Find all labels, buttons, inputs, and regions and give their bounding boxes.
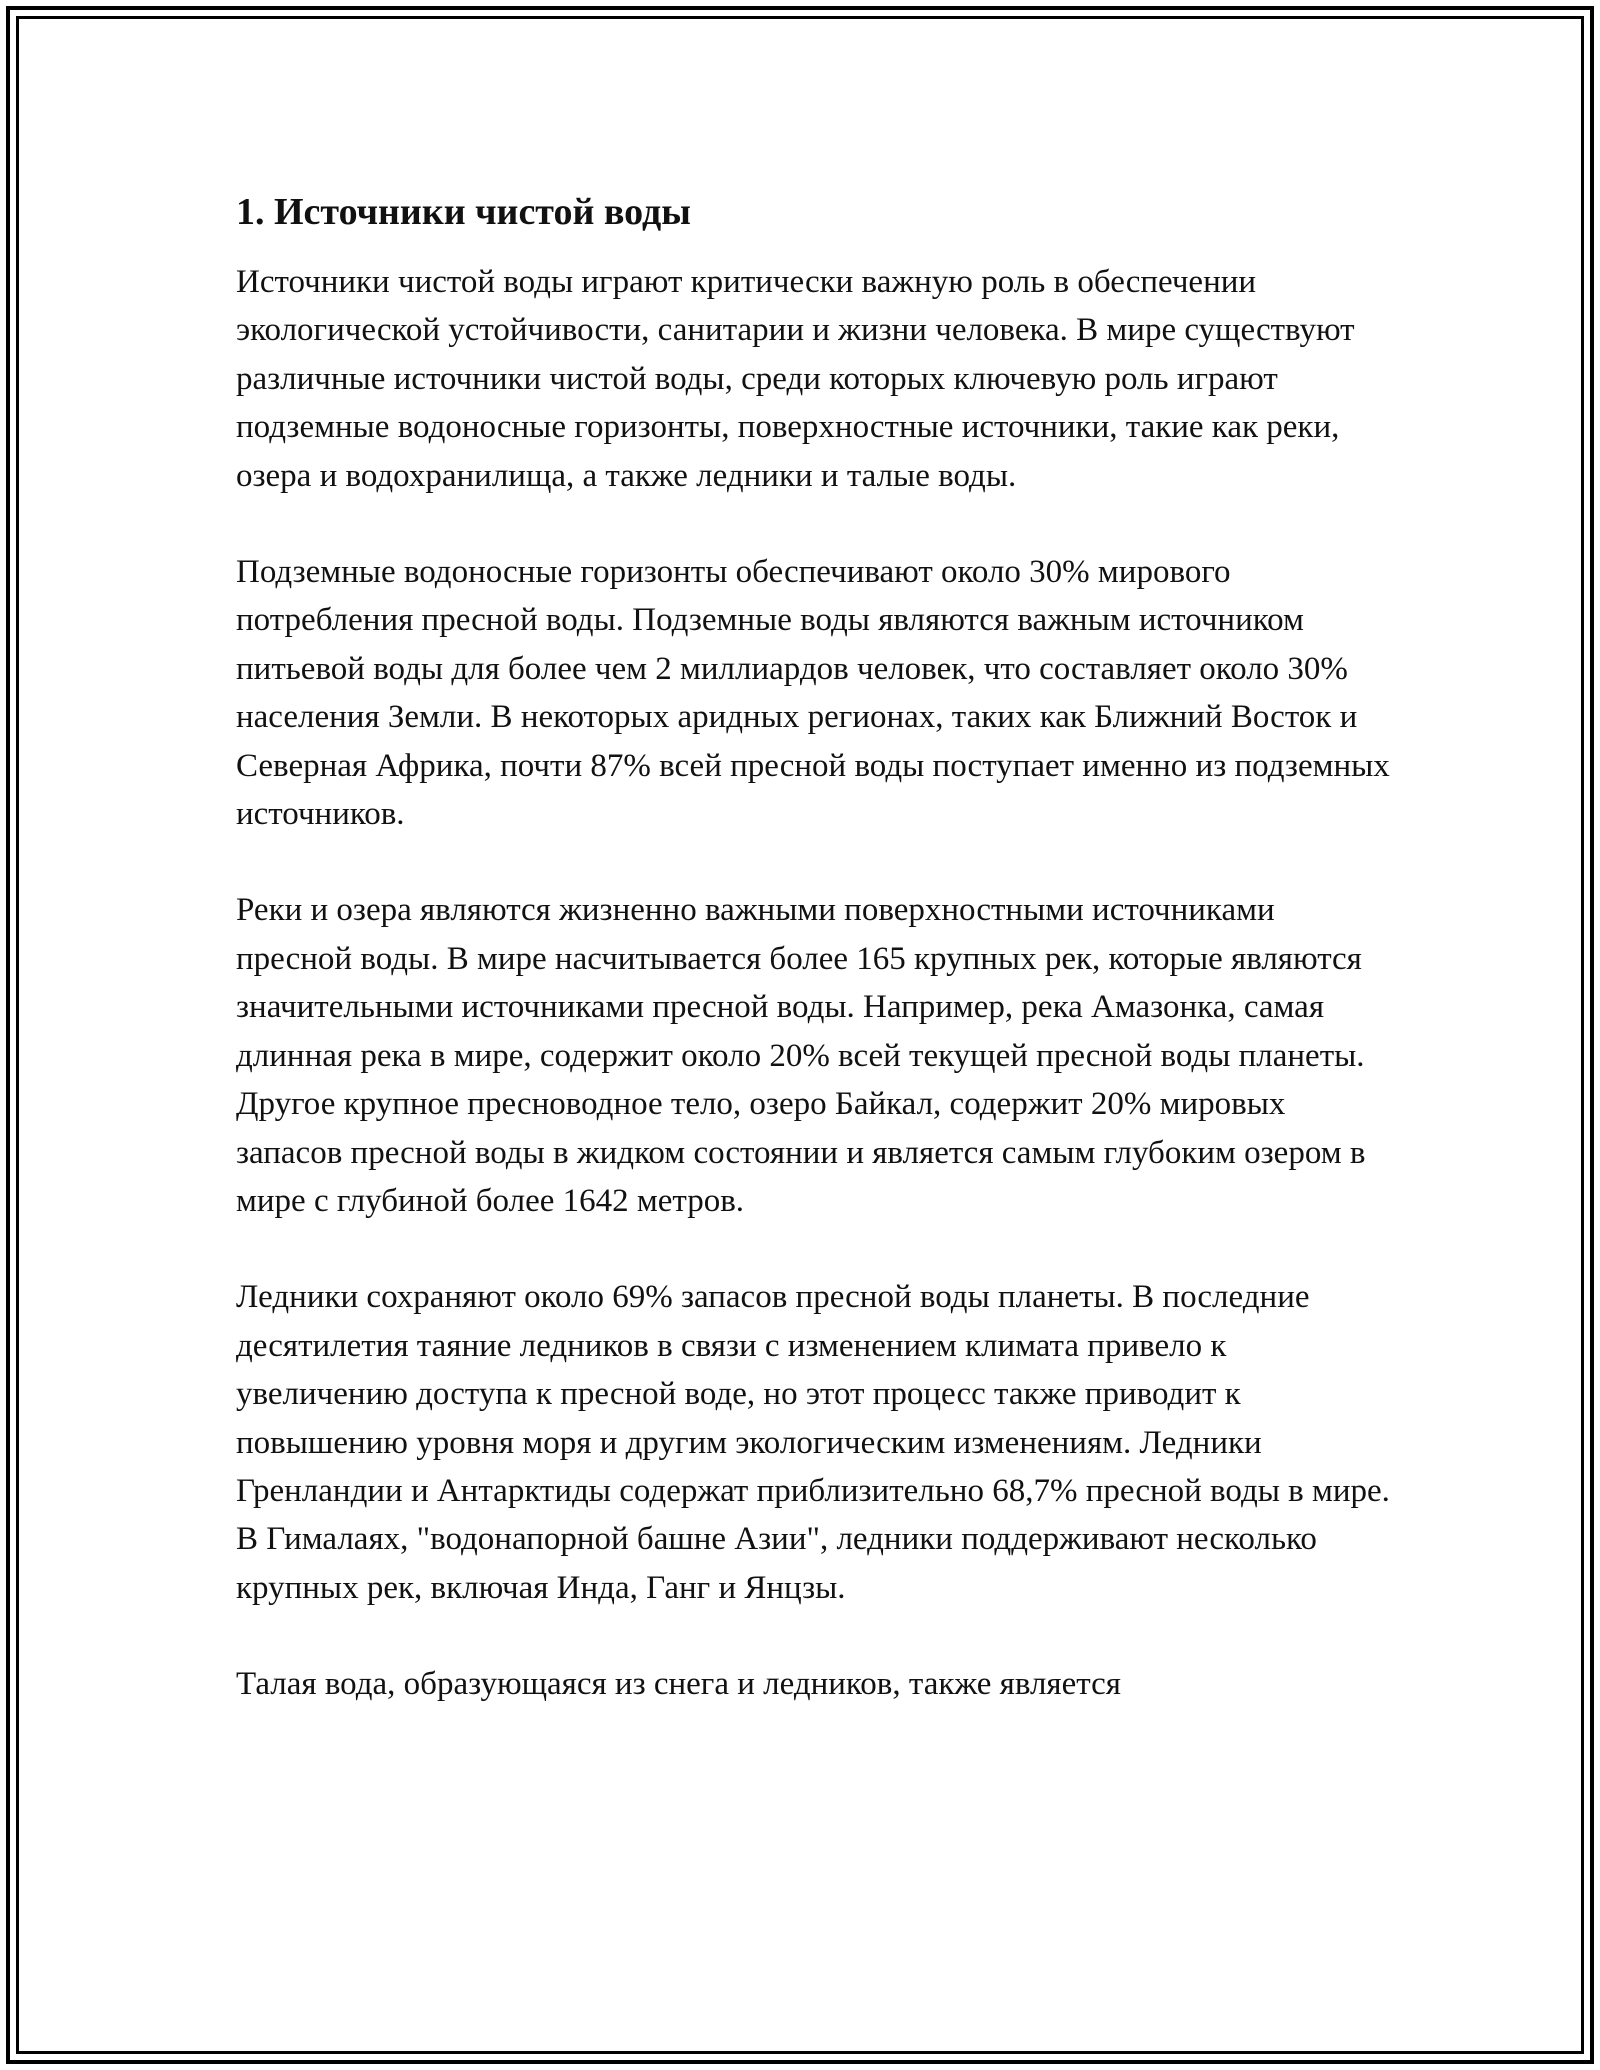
document-body <box>236 188 1396 1757</box>
section-heading: 1. Источники чистой воды <box>236 191 691 233</box>
paragraph-intro: Источники чистой воды играют критически важную роль в обеспечении экологической устойчивости, санитарии и жизни человека. В мире существуют различные источники чистой воды, среди которых ключевую роль играют подземные водоносные горизонты, поверхностные источники, такие как реки, озера и водохранилища, а также ледники и талые воды. <box>236 264 1355 494</box>
paragraph-meltwater: Талая вода, образующаяся из снега и ледников, также является <box>236 1666 1121 1703</box>
paragraph-groundwater: Подземные водоносные горизонты обеспечивают около 30% мирового потребления пресной воды. Подземные воды являются важным источником питьевой воды для более чем 2 миллиардов человек, что составляет около 30% населения Земли. В некоторых аридных регионах, таких как Ближний Восток и Северная Африка, почти 87% всей пресной воды поступает именно из подземных источников. <box>236 554 1390 833</box>
paragraph-glaciers: Ледники сохраняют около 69% запасов пресной воды планеты. В последние десятилетия таяние ледников в связи с изменением климата привело к увеличению доступа к пресной воде, но этот процесс также приводит к повышению уровня моря и другим экологическим изменениям. Ледники Гренландии и Антарктиды содержат приблизительно 68,7% пресной воды в мире. В Гималаях, "водонапорной башне Азии", ледники поддерживают несколько крупных рек, включая Инда, Ганг и Янцзы. <box>236 1279 1390 1606</box>
paragraph-rivers-lakes: Реки и озера являются жизненно важными поверхностными источниками пресной воды. В мире насчитывается более 165 крупных рек, которые являются значительными источниками пресной воды. Например, река Амазонка, самая длинная река в мире, содержит около 20% всей текущей пресной воды планеты. Другое крупное пресноводное тело, озеро Байкал, содержит 20% мировых запасов пресной воды в жидком состоянии и является самым глубоким озером в мире с глубиной более 1642 метров. <box>236 892 1366 1219</box>
